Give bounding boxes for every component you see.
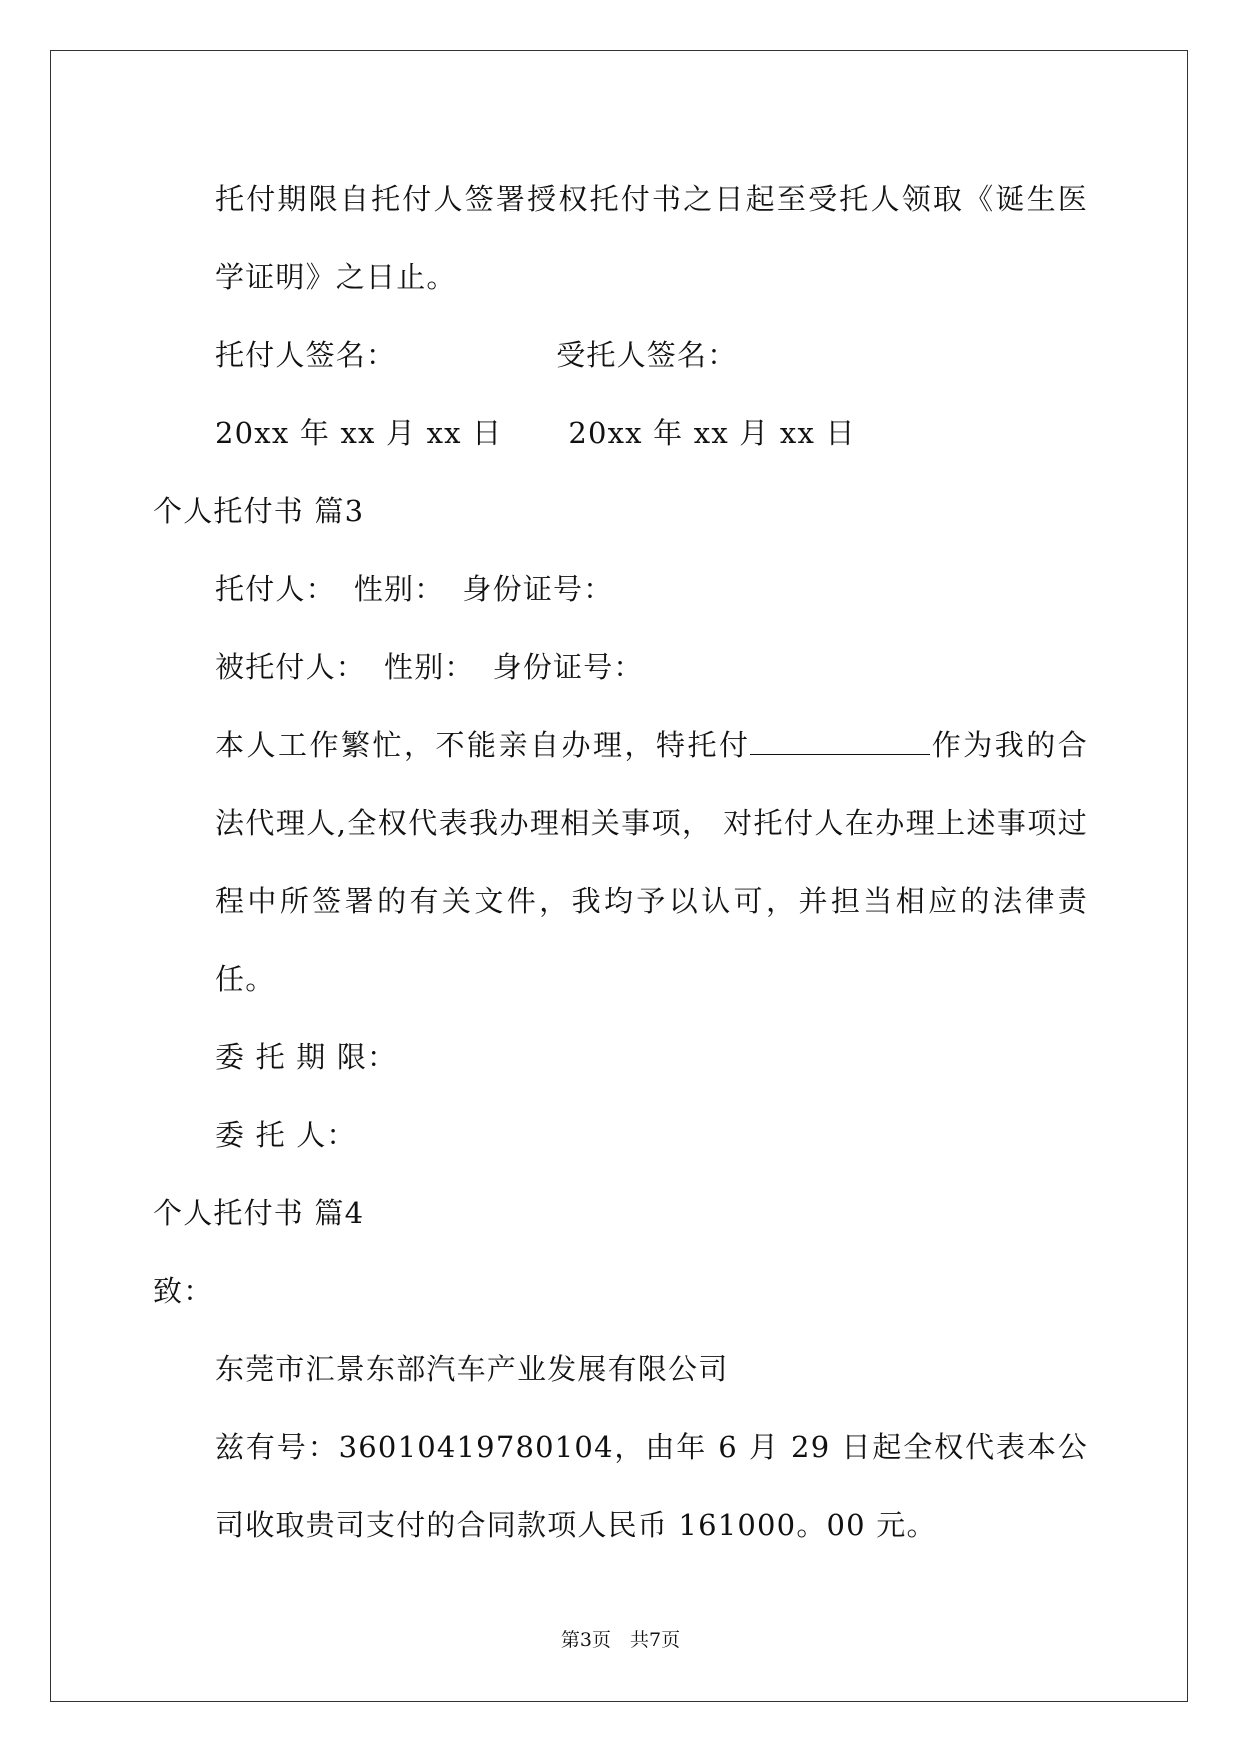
paragraph-term-period: 托付期限自托付人签署授权托付书之日起至受托人领取《诞生医学证明》之日止。 [215,182,1088,294]
page-number-footer: 第3页 共7页 [560,1629,681,1651]
authorization-text-start: 本人工作繁忙，不能亲自办理，特托付 [215,728,751,762]
trustee-date: 20xx 年 xx 月 xx 日 [568,416,856,450]
trustor-id-label: 身份证号： [462,572,614,606]
paragraph-payment: 兹有号：36010419780104，由年 6 月 29 日起全权代表本公司收取贵司支付的合同款项人民币 161000。00 元。 [215,1430,1088,1542]
trustor-signature-label: 托付人签名： [215,338,397,372]
principal-line: 委 托 人： [215,1118,357,1152]
term-line: 委 托 期 限： [215,1040,398,1074]
trustee-label: 被托付人： [215,650,367,684]
trustor-gender-label: 性别： [353,572,445,606]
trustor-date: 20xx 年 xx 月 xx 日 [215,416,503,450]
trustor-info-line [153,550,1088,628]
date-line [153,394,1088,472]
trustee-signature-label: 受托人签名： [556,338,738,372]
trustee-gender-label: 性别： [384,650,475,684]
section-heading-4: 个人托付书 篇4 [153,1196,365,1230]
trustor-label: 托付人： [215,572,336,606]
salutation: 致： [153,1274,214,1308]
paragraph-authorization [153,706,1088,1018]
signature-line [153,316,1088,394]
authorization-text-end: 作为我的合法代理人,全权代表我办理相关事项， 对托付人在办理上述事项过程中所签署的有关文件，我均予以认可，并担当相应的法律责任。 [215,728,1088,996]
section-heading-3: 个人托付书 篇3 [153,494,365,528]
company-name: 东莞市汇景东部汽车产业发展有限公司 [215,1352,729,1386]
trustee-id-label: 身份证号： [492,650,644,684]
trustee-info-line [153,628,1088,706]
agent-name-blank [750,728,930,755]
document-body [153,160,1088,1564]
